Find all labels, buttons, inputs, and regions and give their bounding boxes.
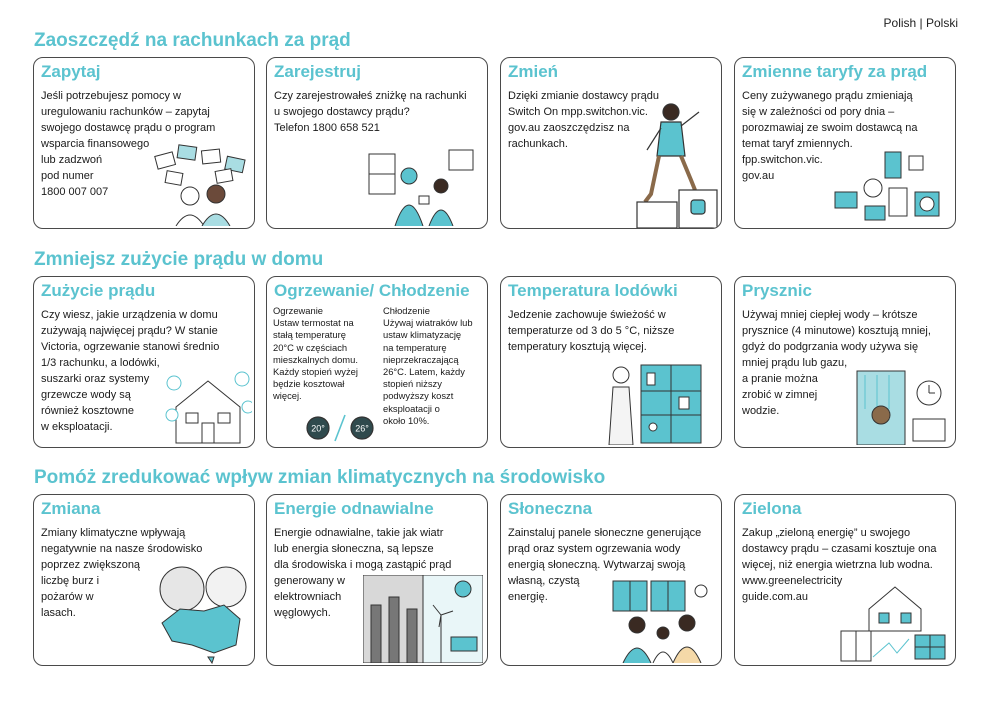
woman-at-fridge-icon: [601, 359, 713, 445]
card-variable-tariffs: [734, 57, 956, 229]
card-text: Czy zarejestrowałeś zniżkę na rachunki u swojego dostawcy prądu? Telefon 1800 658 521: [274, 90, 467, 134]
people-with-bills-icon: [152, 144, 252, 226]
card-fridge-temperature: [500, 276, 722, 448]
card-title: Zużycie prądu: [41, 281, 156, 300]
card-register: [266, 57, 488, 229]
card-renewables: [266, 494, 488, 666]
thermostat-icon: [305, 413, 375, 443]
heating-dial-label: 20°: [311, 423, 325, 434]
card-text: Używaj mniej ciepłej wody – krótsze prysznice (4 minutowe) kosztują mniej, gdyż do podgrzania wody używa się mniej prądu lub gazu, a pranie można zrobić w zimnej wodzie.: [742, 309, 931, 417]
cooling-dial-label: 26°: [355, 423, 369, 434]
card-change: [33, 494, 255, 666]
green-house-icon: [839, 583, 949, 663]
appliances-icon: [829, 148, 951, 226]
card-title: Słoneczna: [508, 499, 593, 518]
card-title: Temperatura lodówki: [508, 281, 678, 300]
section-title-climate: Pomóż zredukować wpływ zmian klimatycznych na środowisko: [34, 467, 606, 488]
language-label: Polish | Polski: [883, 16, 958, 30]
australia-storm-icon: [152, 561, 252, 665]
card-text: Energie odnawialne, takie jak wiatr lub energia słoneczna, są lepsze dla środowiska i mogą zastąpić prąd generowany w elektrowniach węglowych.: [274, 527, 452, 619]
card-switch: [500, 57, 722, 229]
card-title: Zarejestruj: [274, 62, 361, 81]
card-text: Zmiany klimatyczne wpływają negatywnie na nasze środowisko poprzez zwiększoną liczbę burz i pożarów w lasach.: [41, 527, 203, 619]
house-energy-icon: [164, 367, 252, 445]
card-text: Zakup „zieloną energię” u swojego dostawcy prądu – czasami kosztuje ona więcej, niż energia wietrzna lub wodna. www.greenelectricity guide.com.au: [742, 527, 937, 603]
card-title: Energie odnawialne: [274, 499, 434, 518]
card-text: Zainstaluj panele słoneczne generujące prąd oraz system ogrzewania wody energią słoneczną. Wytwarzaj swoją własną, czystą energię.: [508, 527, 702, 603]
card-title: Zapytaj: [41, 62, 101, 81]
section-title-reduce-usage: Zmniejsz zużycie prądu w domu: [34, 249, 324, 270]
card-green: [734, 494, 956, 666]
card-text: Czy wiesz, jakie urządzenia w domu zużywają najwięcej prądu? W stanie Victoria, ogrzewanie stanowi średnio 1/3 rachunku, a lodówki, suszarki oraz systemy grzewcze wody są również kosztowne w eksploatacji.: [41, 309, 220, 433]
card-title: Zielona: [742, 499, 802, 518]
power-plant-icon: [363, 575, 483, 663]
card-energy-usage: [33, 276, 255, 448]
cooling-text: Chłodzenie Używaj wiatraków lub ustaw klimatyzację na temperaturę nieprzekraczającą 26°C. Latem, każdy stopień niższy podwyższy koszt eksploatacji o około 10%.: [383, 305, 473, 426]
card-text: Jeśli potrzebujesz pomocy w uregulowaniu rachunków – zapytaj swojego dostawcę prądu o program wsparcia finansowego lub zadzwoń pod numer 1800 007 007: [41, 90, 216, 198]
card-text: Ceny zużywanego prądu zmieniają się w zależności od pory dnia – porozmawiaj ze swoim dostawcą na temat taryf zmiennych. fpp.switchon.vic. gov.au: [742, 90, 918, 182]
card-title: Zmienne taryfy za prąd: [742, 62, 928, 81]
card-title: Prysznic: [742, 281, 812, 300]
card-title: Ogrzewanie/ Chłodzenie: [274, 281, 470, 300]
man-stepping-up-icon: [633, 98, 719, 228]
family-solar-panels-icon: [611, 577, 715, 663]
section-title-save-bills: Zaoszczędź na rachunkach za prąd: [34, 30, 351, 51]
card-solar: [500, 494, 722, 666]
card-shower: [734, 276, 956, 448]
card-title: Zmień: [508, 62, 559, 81]
card-title: Zmiana: [41, 499, 101, 518]
heating-text: Ogrzewanie Ustaw termostat na stałą temperaturę 20°C w częściach mieszkalnych domu. Każdy stopień wyżej będzie kosztował więcej.: [273, 305, 358, 402]
card-ask: [33, 57, 255, 229]
card-heating-cooling: [266, 276, 488, 448]
card-text: Dzięki zmianie dostawcy prądu Switch On mpp.switchon.vic. gov.au zaoszczędzisz na rachunkach.: [508, 90, 660, 150]
women-in-kitchen-icon: [367, 146, 477, 226]
card-text: Jedzenie zachowuje świeżość w temperaturze od 3 do 5 °C, niższe temperatury kosztują więcej.: [508, 309, 675, 353]
shower-icon: [855, 359, 951, 445]
